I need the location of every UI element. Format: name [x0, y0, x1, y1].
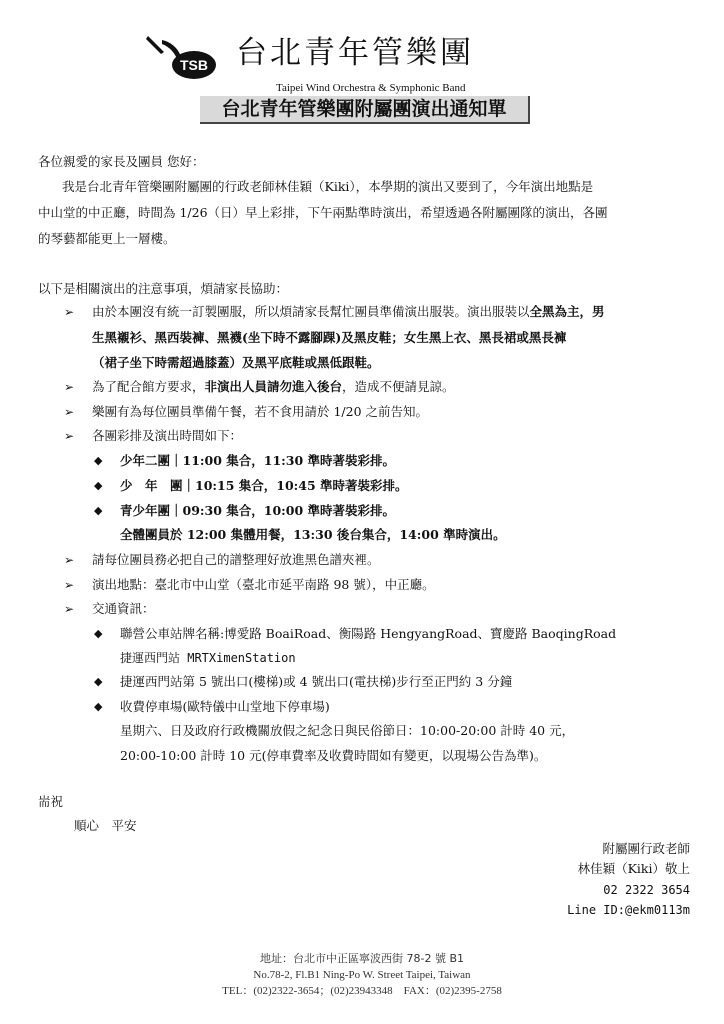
org-name: 台北青年管樂團	[236, 35, 474, 71]
diamond-bullet-icon: ◆	[94, 700, 103, 713]
parking-line-3: 20:00-10:00 計時 10 元(停車費率及收費時間如有變更，以現場公告為準)。	[120, 748, 547, 763]
parking-line-1: 收費停車場(歐特儀中山堂地下停車場)	[120, 699, 330, 714]
diamond-bullet-icon: ◆	[94, 454, 103, 467]
schedule-item: 少年二團｜11:00 集合，11:30 準時著裝彩排。	[120, 453, 396, 468]
arrow-bullet-icon: ➢	[64, 305, 75, 319]
dress-code-line-1: 由於本團沒有統一訂製團服，所以煩請家長幫忙團員準備演出服裝。演出服裝以全黑為主，男	[92, 304, 605, 319]
arrow-bullet-icon: ➢	[64, 380, 75, 394]
signature-phone: 02 2322 3654	[603, 883, 690, 897]
all-members-schedule: 全體團員於 12:00 集體用餐，13:30 後台集合，14:00 準時演出。	[120, 527, 506, 542]
notes-heading: 以下是相關演出的注意事項，煩請家長協助：	[38, 281, 289, 296]
footer-address-en: No.78-2, Fl.B1 Ning-Po W. Street Taipei, Taiwan	[253, 969, 471, 981]
logo-text: TSB	[180, 57, 208, 73]
parking-line-2: 星期六、日及政府行政機關放假之紀念日與民俗節日：10:00-20:00 計時 40 元，	[120, 723, 575, 738]
dress-code-line-2: 生黑襯衫、黑西裝褲、黑襪(坐下時不露腳踝)及黑皮鞋；女生黑上衣、黑長裙或黑長褲	[92, 330, 567, 345]
arrow-bullet-icon: ➢	[64, 405, 75, 419]
closing-line-1: 耑祝	[38, 794, 64, 809]
lunch-note: 樂團有為每位團員準備午餐，若不食用請於 1/20 之前告知。	[92, 404, 429, 419]
diamond-bullet-icon: ◆	[94, 675, 103, 688]
mrt-directions: 捷運西門站第 5 號出口(樓梯)或 4 號出口(電扶梯)步行至正門約 3 分鐘	[120, 674, 513, 689]
arrow-bullet-icon: ➢	[64, 602, 75, 616]
arrow-bullet-icon: ➢	[64, 429, 75, 443]
transport-heading: 交通資訊：	[92, 601, 155, 616]
intro-line-3: 的琴藝都能更上一層樓。	[38, 231, 176, 246]
bus-stops-line-2: 捷運西門站 MRTXimenStation	[120, 651, 296, 665]
footer-address-zh: 地址：台北市中正區寧波西街 78-2 號 B1	[260, 952, 464, 965]
folder-note: 請每位團員務必把自己的譜整理好放進黑色譜夾裡。	[92, 552, 380, 567]
schedule-heading: 各團彩排及演出時間如下：	[92, 428, 243, 443]
signature-title: 附屬團行政老師	[602, 841, 690, 856]
dress-code-line-3: （裙子坐下時需超過膝蓋）及黑平底鞋或黑低跟鞋。	[92, 355, 380, 370]
footer-contact: TEL：(02)2322-3654；(02)23943348 FAX：(02)2395-2758	[222, 985, 502, 997]
closing-line-2: 順心 平安	[74, 818, 137, 833]
diamond-bullet-icon: ◆	[94, 504, 103, 517]
backstage-note: 為了配合館方要求，非演出人員請勿進入後台，造成不便請見諒。	[92, 379, 455, 394]
intro-line-1: 我是台北青年管樂團附屬團的行政老師林佳穎（Kiki），本學期的演出又要到了，今年演出地點是	[62, 179, 594, 194]
arrow-bullet-icon: ➢	[64, 553, 75, 567]
intro-line-2: 中山堂的中正廳，時間為 1/26（日）早上彩排，下午兩點準時演出，希望透過各附屬團隊的演出，各團	[38, 205, 608, 220]
arrow-bullet-icon: ➢	[64, 578, 75, 592]
diamond-bullet-icon: ◆	[94, 627, 103, 640]
schedule-item: 少 年 團｜10:15 集合，10:45 準時著裝彩排。	[120, 478, 408, 493]
schedule-item: 青少年團｜09:30 集合，10:00 準時著裝彩排。	[120, 503, 396, 518]
bus-stops-line-1: 聯營公車站牌名稱:博愛路 BoaiRoad、衡陽路 HengyangRoad、寶慶路 BaoqingRoad	[120, 626, 617, 641]
greeting: 各位親愛的家長及團員 您好：	[38, 154, 205, 169]
org-name-english: Taipei Wind Orchestra & Symphonic Band	[276, 82, 466, 94]
tsb-logo	[142, 34, 222, 86]
signature-name: 林佳穎（Kiki）敬上	[577, 861, 690, 876]
notice-title: 台北青年管樂團附屬團演出通知單	[200, 96, 530, 124]
diamond-bullet-icon: ◆	[94, 479, 103, 492]
venue-note: 演出地點：臺北市中山堂（臺北市延平南路 98 號），中正廳。	[92, 577, 435, 592]
signature-line-id: Line ID:@ekm0113m	[567, 903, 690, 917]
